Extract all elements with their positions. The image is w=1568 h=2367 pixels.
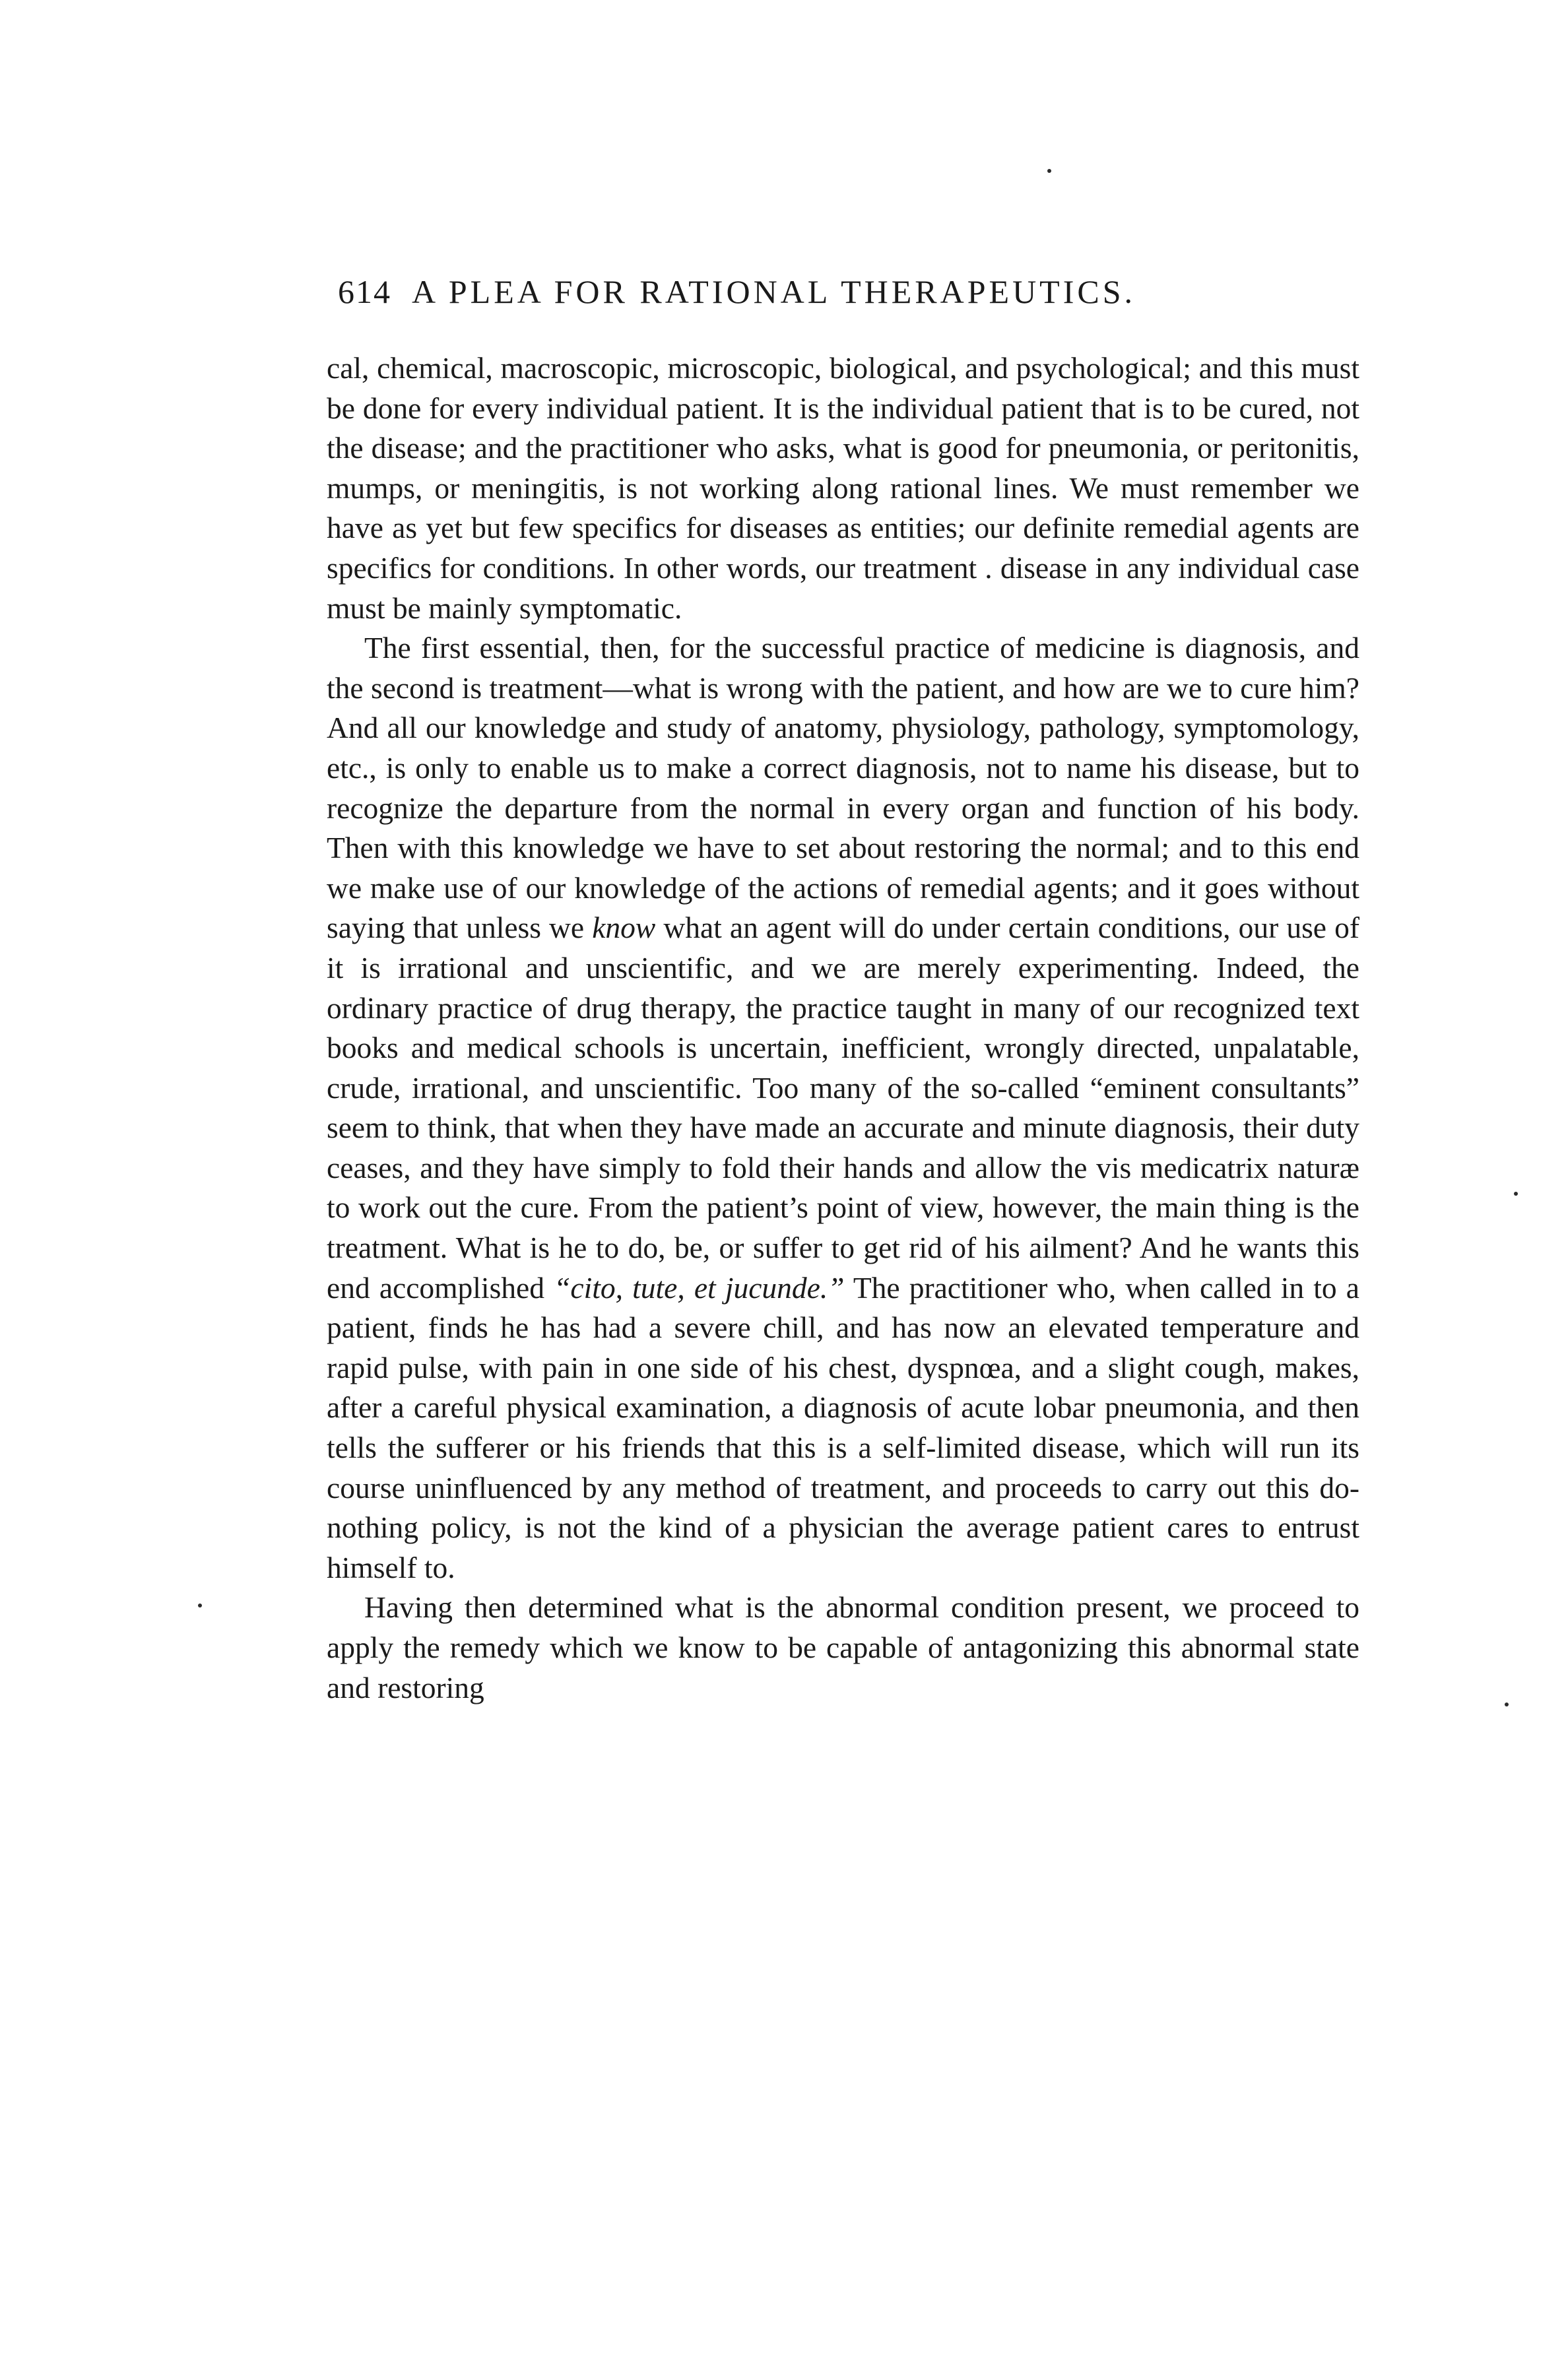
italic-text: “cito, tute, et jucunde.” <box>554 1270 845 1305</box>
paragraph <box>327 628 1359 1588</box>
page-header <box>338 265 1242 318</box>
scan-speck <box>1047 169 1051 173</box>
paragraph <box>327 1588 1359 1708</box>
text-run: what an agent will do under certain conditions, our use of it is irrational and unscientific, and we are merely experimenting. Indeed, the ordinary practice of drug therapy, the practice taught in many of our recognized text books and medical schools is uncertain, inefficient, wrongly directed, unpalatable, crude, irrational, and unscientific. Too many of the so-called “eminent consultants” seem to think, that when they have made an accurate and minute diagnosis, their duty ceases, and they have simply to fold their hands and allow the vis medicatrix naturæ to work out the cure. From the patient’s point of view, however, the main thing is the treatment. What is he to do, be, or suffer to get rid of his ailment? And he wants this end accomplished <box>327 911 1359 1305</box>
scan-speck <box>1505 1702 1509 1706</box>
text-run: The first essential, then, for the successful practice of medicine is diagnosis, and the second is treatment—what is wrong with the patient, and how are we to cure him? And all our knowledge and study of anatomy, physiology, pathology, symptomology, etc., is only to enable us to make a correct diagnosis, not to name his disease, but to recognize the departure from the normal in every organ and function of his body. Then with this knowledge we have to set about restoring the normal; and to this end we make use of our knowledge of the actions of remedial agents; and it goes without saying that unless we <box>327 631 1359 945</box>
body-text <box>327 348 1359 1708</box>
running-title: A PLEA FOR RATIONAL THERAPEUTICS. <box>412 273 1136 310</box>
text-run: Having then determined what is the abnormal condition present, we proceed to apply the remedy which we know to be capable of antagonizing this abnormal state and restoring <box>327 1590 1359 1704</box>
text-run: The practitioner who, when called in to a patient, finds he has had a severe chill, and has now an elevated temperature and rapid pulse, with pain in one side of his chest, dyspnœa, and a slight cough, makes, after a careful physical examination, a diagnosis of acute lobar pneumonia, and then tells the sufferer or his friends that this is a self-limited disease, which will run its course uninfluenced by any method of treatment, and proceeds to carry out this do-nothing policy, is not the kind of a physician the average patient cares to entrust himself to. <box>327 1270 1359 1584</box>
text-run: cal, chemical, macroscopic, microscopic, biological, and psychological; and this must be done for every individual patient. It is the individual patient that is to be cured, not the disease; and the practitioner who asks, what is good for pneumonia, or peritonitis, mumps, or meningitis, is not working along rational lines. We must remember we have as yet but few specifics for diseases as entities; our definite remedial agents are specifics for conditions. In other words, our treatment . disease in any individual case must be mainly symptomatic. <box>327 351 1359 625</box>
scan-speck <box>1514 1192 1518 1196</box>
scan-speck <box>198 1604 202 1607</box>
paragraph <box>327 348 1359 628</box>
italic-text: know <box>592 911 656 945</box>
page-number: 614 <box>338 273 391 310</box>
